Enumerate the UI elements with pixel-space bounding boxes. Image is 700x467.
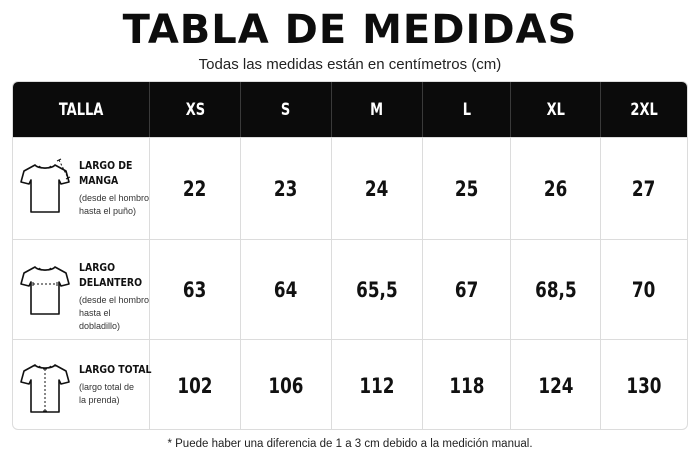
table-row	[13, 239, 687, 339]
value-cell: 106	[241, 340, 332, 430]
tshirt-total-length-icon	[19, 358, 71, 416]
value-cell: 67	[423, 240, 511, 339]
header-xl: XL	[511, 82, 601, 137]
footnote: * Puede haber una diferencia de 1 a 3 cm debido a la medición manual.	[167, 438, 533, 450]
page-subtitle: Todas las medidas están en centímetros (cm)	[198, 56, 502, 73]
table-row	[13, 339, 687, 430]
row-subtitle: (desde el hombro	[79, 193, 150, 203]
table-row	[13, 137, 687, 239]
value-cell: 70	[632, 277, 656, 302]
header-xs: XS	[150, 82, 241, 137]
row-title: LARGO TOTAL	[79, 363, 152, 376]
value-cell: 25	[423, 138, 511, 239]
value-cell: 124	[511, 340, 601, 430]
value-cell: 27	[632, 176, 656, 201]
row-title: DELANTERO	[79, 276, 143, 289]
size-table	[12, 81, 688, 430]
value-cell: 63	[150, 240, 241, 339]
value-cell: 22	[150, 138, 241, 239]
value-cell: 68,5	[511, 240, 601, 339]
row-title: MANGA	[79, 174, 119, 187]
header-talla: TALLA	[13, 82, 150, 137]
row-title: LARGO DE	[79, 159, 133, 172]
header-2xl: 2XL	[630, 99, 658, 120]
row-label-front	[13, 240, 150, 339]
row-label-total	[13, 340, 150, 430]
tshirt-front-length-icon	[19, 260, 71, 318]
row-subtitle: (desde el hombro	[79, 295, 150, 305]
table-header	[13, 82, 687, 137]
row-label-sleeve	[13, 138, 150, 239]
value-cell: 23	[241, 138, 332, 239]
value-cell: 24	[332, 138, 423, 239]
value-cell: 102	[150, 340, 241, 430]
value-cell: 130	[626, 373, 662, 398]
header-l: L	[423, 82, 511, 137]
row-subtitle: hasta el puño)	[79, 206, 137, 216]
header-s: S	[241, 82, 332, 137]
row-subtitle: la prenda)	[79, 395, 120, 405]
row-title: LARGO	[79, 261, 116, 274]
value-cell: 26	[511, 138, 601, 239]
value-cell: 65,5	[332, 240, 423, 339]
value-cell: 64	[241, 240, 332, 339]
row-subtitle: hasta el dobladillo)	[79, 308, 121, 331]
row-subtitle: (largo total de	[79, 382, 135, 392]
page-title: TABLA DE MEDIDAS	[122, 7, 578, 53]
tshirt-sleeve-icon	[19, 158, 71, 216]
header-m: M	[332, 82, 423, 137]
value-cell: 112	[332, 340, 423, 430]
value-cell: 118	[423, 340, 511, 430]
